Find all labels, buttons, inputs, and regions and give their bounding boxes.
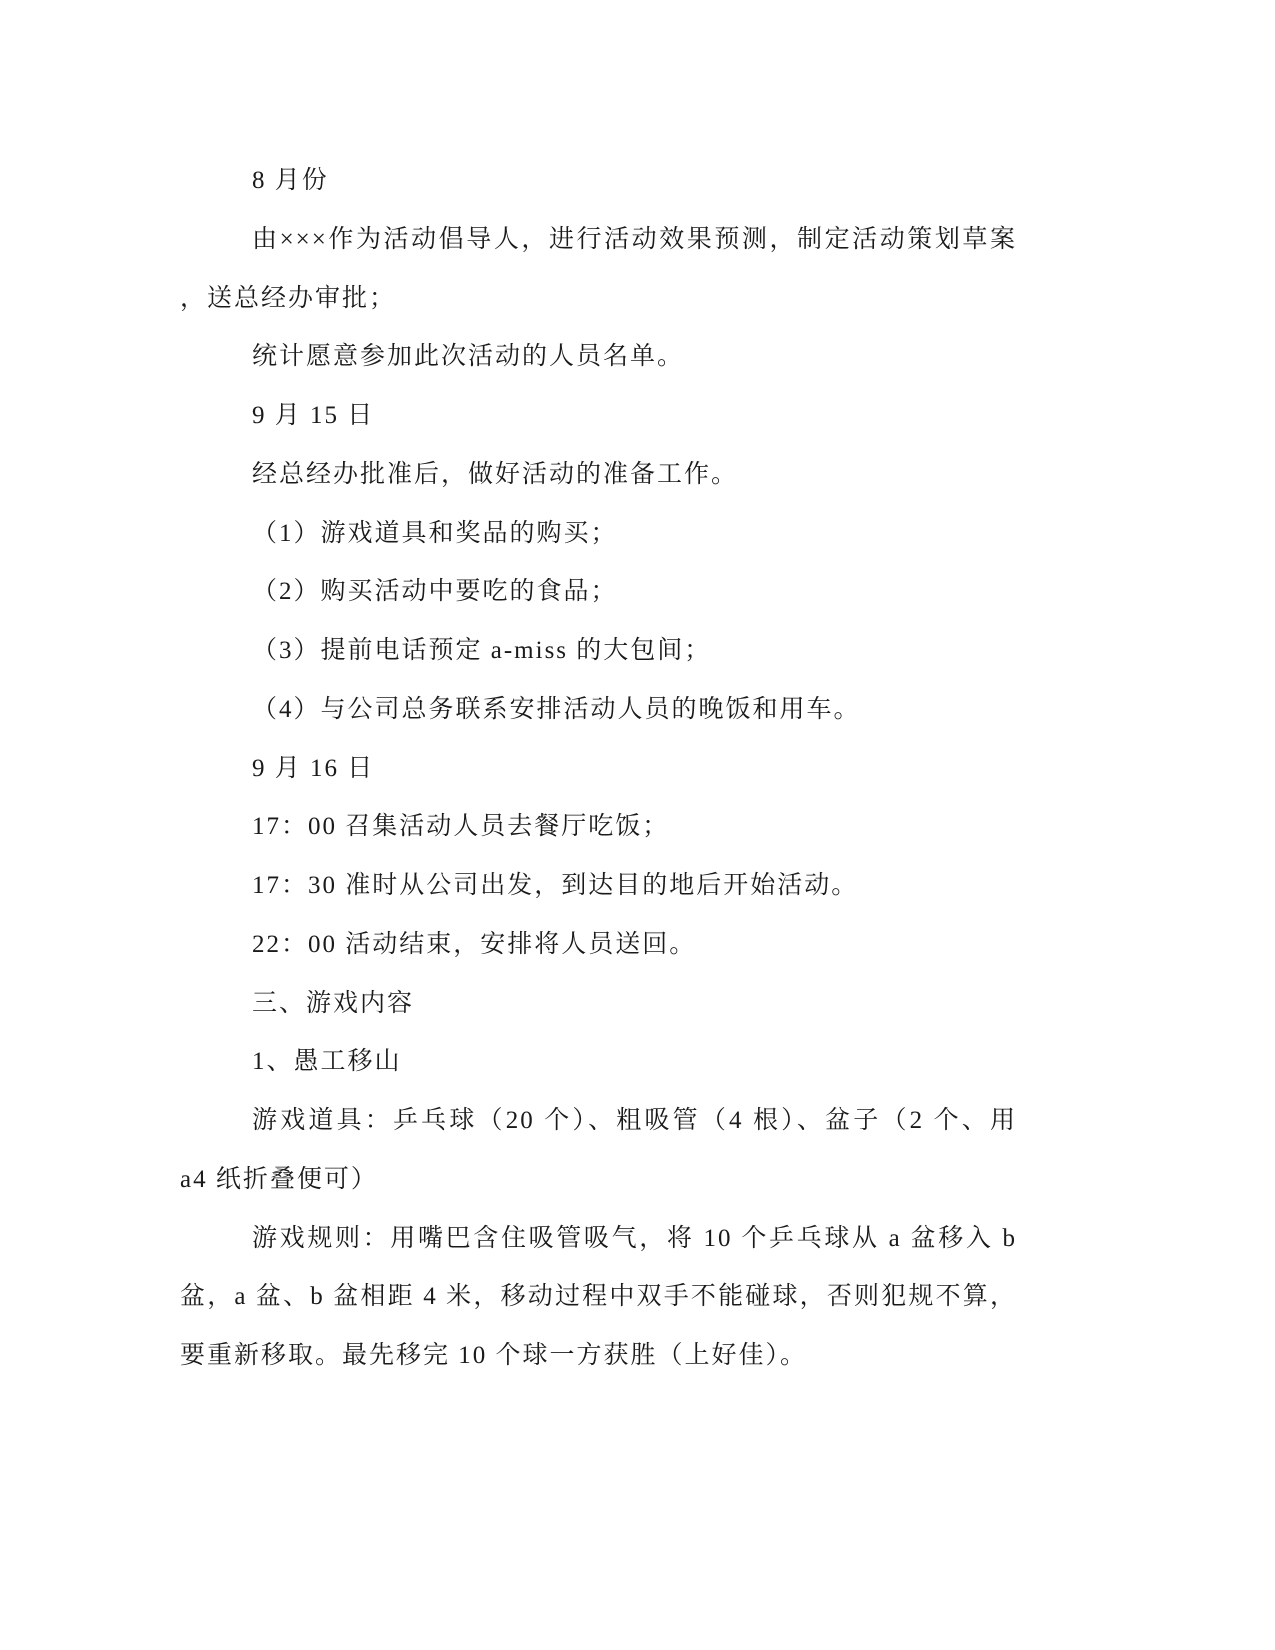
paragraph-line-game-props-cont: a4 纸折叠便可） <box>180 1165 378 1193</box>
paragraph-line-preparation: 经总经办批准后，做好活动的准备工作。 <box>252 460 739 488</box>
paragraph-line-game-props: 游戏道具：乒乓球（20 个）、粗吸管（4 根）、盆子（2 个、用 <box>252 1107 1017 1134</box>
schedule-line-1700: 17：00 召集活动人员去餐厅吃饭； <box>252 813 670 841</box>
section-heading-game-content: 三、游戏内容 <box>252 989 415 1017</box>
list-item-1: （1）游戏道具和奖品的购买； <box>252 519 618 547</box>
date-heading-sep-16: 9 月 16 日 <box>252 754 375 782</box>
paragraph-line-game-rules: 游戏规则：用嘴巴含住吸管吸气，将 10 个乒乓球从 a 盆移入 b <box>252 1224 1017 1252</box>
list-item-2: （2）购买活动中要吃的食品； <box>252 578 618 606</box>
list-item-3: （3）提前电话预定 a-miss 的大包间； <box>252 637 712 664</box>
date-heading-sep-15: 9 月 15 日 <box>252 402 375 429</box>
subsection-heading-game-1: 1、愚工移山 <box>252 1048 402 1076</box>
paragraph-line-planning-cont: ，送总经办审批； <box>180 284 397 312</box>
date-heading-august: 8 月份 <box>252 167 329 194</box>
paragraph-line-attendees: 统计愿意参加此次活动的人员名单。 <box>252 343 685 371</box>
list-item-4: （4）与公司总务联系安排活动人员的晚饭和用车。 <box>252 695 861 723</box>
paragraph-line-game-rules-cont: 盆，a 盆、b 盆相距 4 米，移动过程中双手不能碰球，否则犯规不算， <box>180 1283 1017 1311</box>
schedule-line-2200: 22：00 活动结束，安排将人员送回。 <box>252 930 697 958</box>
paragraph-line-planning: 由×××作为活动倡导人，进行活动效果预测，制定活动策划草案 <box>252 225 1017 253</box>
document-body <box>0 152 1275 1386</box>
paragraph-line-game-rules-end: 要重新移取。最先移完 10 个球一方获胜（上好佳）。 <box>180 1342 808 1369</box>
schedule-line-1730: 17：30 准时从公司出发，到达目的地后开始活动。 <box>252 872 859 899</box>
